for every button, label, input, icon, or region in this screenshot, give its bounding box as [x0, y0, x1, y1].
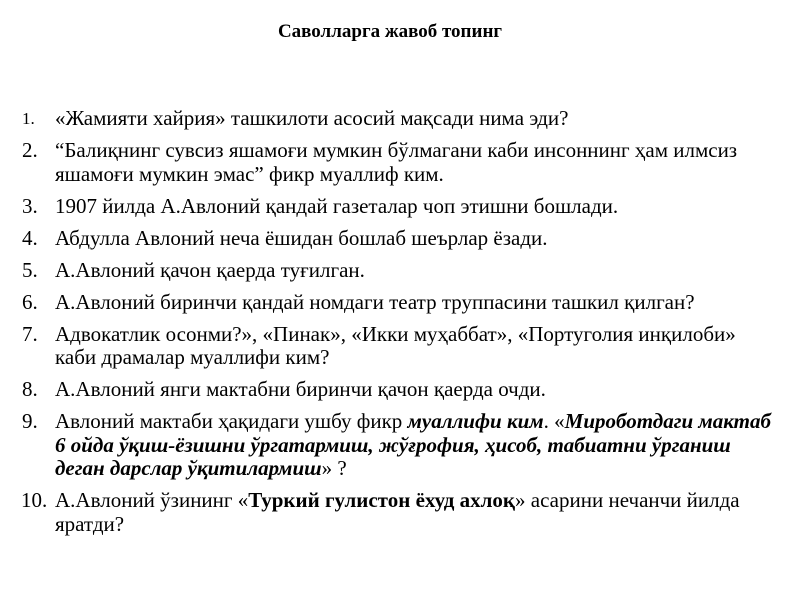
question-item-9 — [22, 410, 782, 481]
question-text — [55, 409, 771, 480]
question-list — [22, 107, 782, 545]
question-text: А.Авлоний қачон қаерда туғилган. — [55, 257, 365, 282]
book-title: Туркий гулистон ёхуд ахлоқ — [248, 488, 516, 512]
question-number: 10. — [21, 488, 48, 512]
question-item-8 — [22, 378, 782, 402]
quoted-statement: Мироботдаги мактаб 6 ойда ўқиш-ёзишни ўргатармиш, жўғрофия, ҳисоб, табиатни ўрганиш деган дарслар ўқитилармиш — [55, 409, 771, 480]
question-number: 7. — [22, 321, 38, 346]
question-item-1 — [22, 107, 782, 131]
question-emphasis: муаллифи ким — [407, 409, 544, 433]
question-item-4 — [22, 227, 782, 251]
question-text — [55, 488, 740, 536]
question-number: 9. — [22, 409, 38, 433]
question-item-5 — [22, 259, 782, 283]
question-number: 3. — [22, 193, 38, 218]
question-text: “Балиқнинг сувсиз яшамоғи мумкин бўлмагани каби инсоннинг ҳам илмсиз яшамоғи мумкин эмас” фикр муаллиф ким. — [55, 138, 738, 186]
question-item-7 — [22, 323, 782, 370]
question-text: «Жамияти хайрия» ташкилоти асосий мақсади нима эди? — [55, 106, 569, 130]
question-text-part: » ? — [321, 456, 347, 480]
question-text: Адвокатлик осонми?», «Пинак», «Икки муҳаббат», «Португолия инқилоби» каби драмалар муаллифи ким? — [55, 321, 736, 369]
question-text-part: . « — [543, 409, 565, 433]
question-item-3 — [22, 195, 782, 219]
question-text: А.Авлоний янги мактабни биринчи қачон қаерда очди. — [55, 377, 546, 401]
question-text: 1907 йилда А.Авлоний қандай газеталар чоп этишни бошлади. — [55, 193, 619, 218]
question-number: 8. — [22, 377, 38, 401]
question-text-part: А.Авлоний ўзининг « — [55, 488, 249, 512]
question-text: А.Авлоний биринчи қандай номдаги театр труппасини ташкил қилган? — [55, 289, 695, 314]
question-item-6 — [22, 291, 782, 315]
question-number: 4. — [22, 225, 38, 250]
page-title: Саволларга жавоб топинг — [277, 21, 503, 42]
question-text-part: » асарини нечанчи йилда яратди? — [55, 488, 740, 536]
question-number: 6. — [22, 289, 38, 314]
question-item-2 — [22, 139, 782, 186]
question-number: 1. — [22, 109, 35, 128]
question-text-part: Авлоний мактаби ҳақидаги ушбу фикр — [55, 409, 408, 433]
question-text: Абдулла Авлоний неча ёшидан бошлаб шеърлар ёзади. — [55, 225, 548, 250]
question-number: 2. — [22, 138, 38, 162]
question-item-10 — [22, 489, 782, 536]
question-number: 5. — [22, 257, 38, 282]
